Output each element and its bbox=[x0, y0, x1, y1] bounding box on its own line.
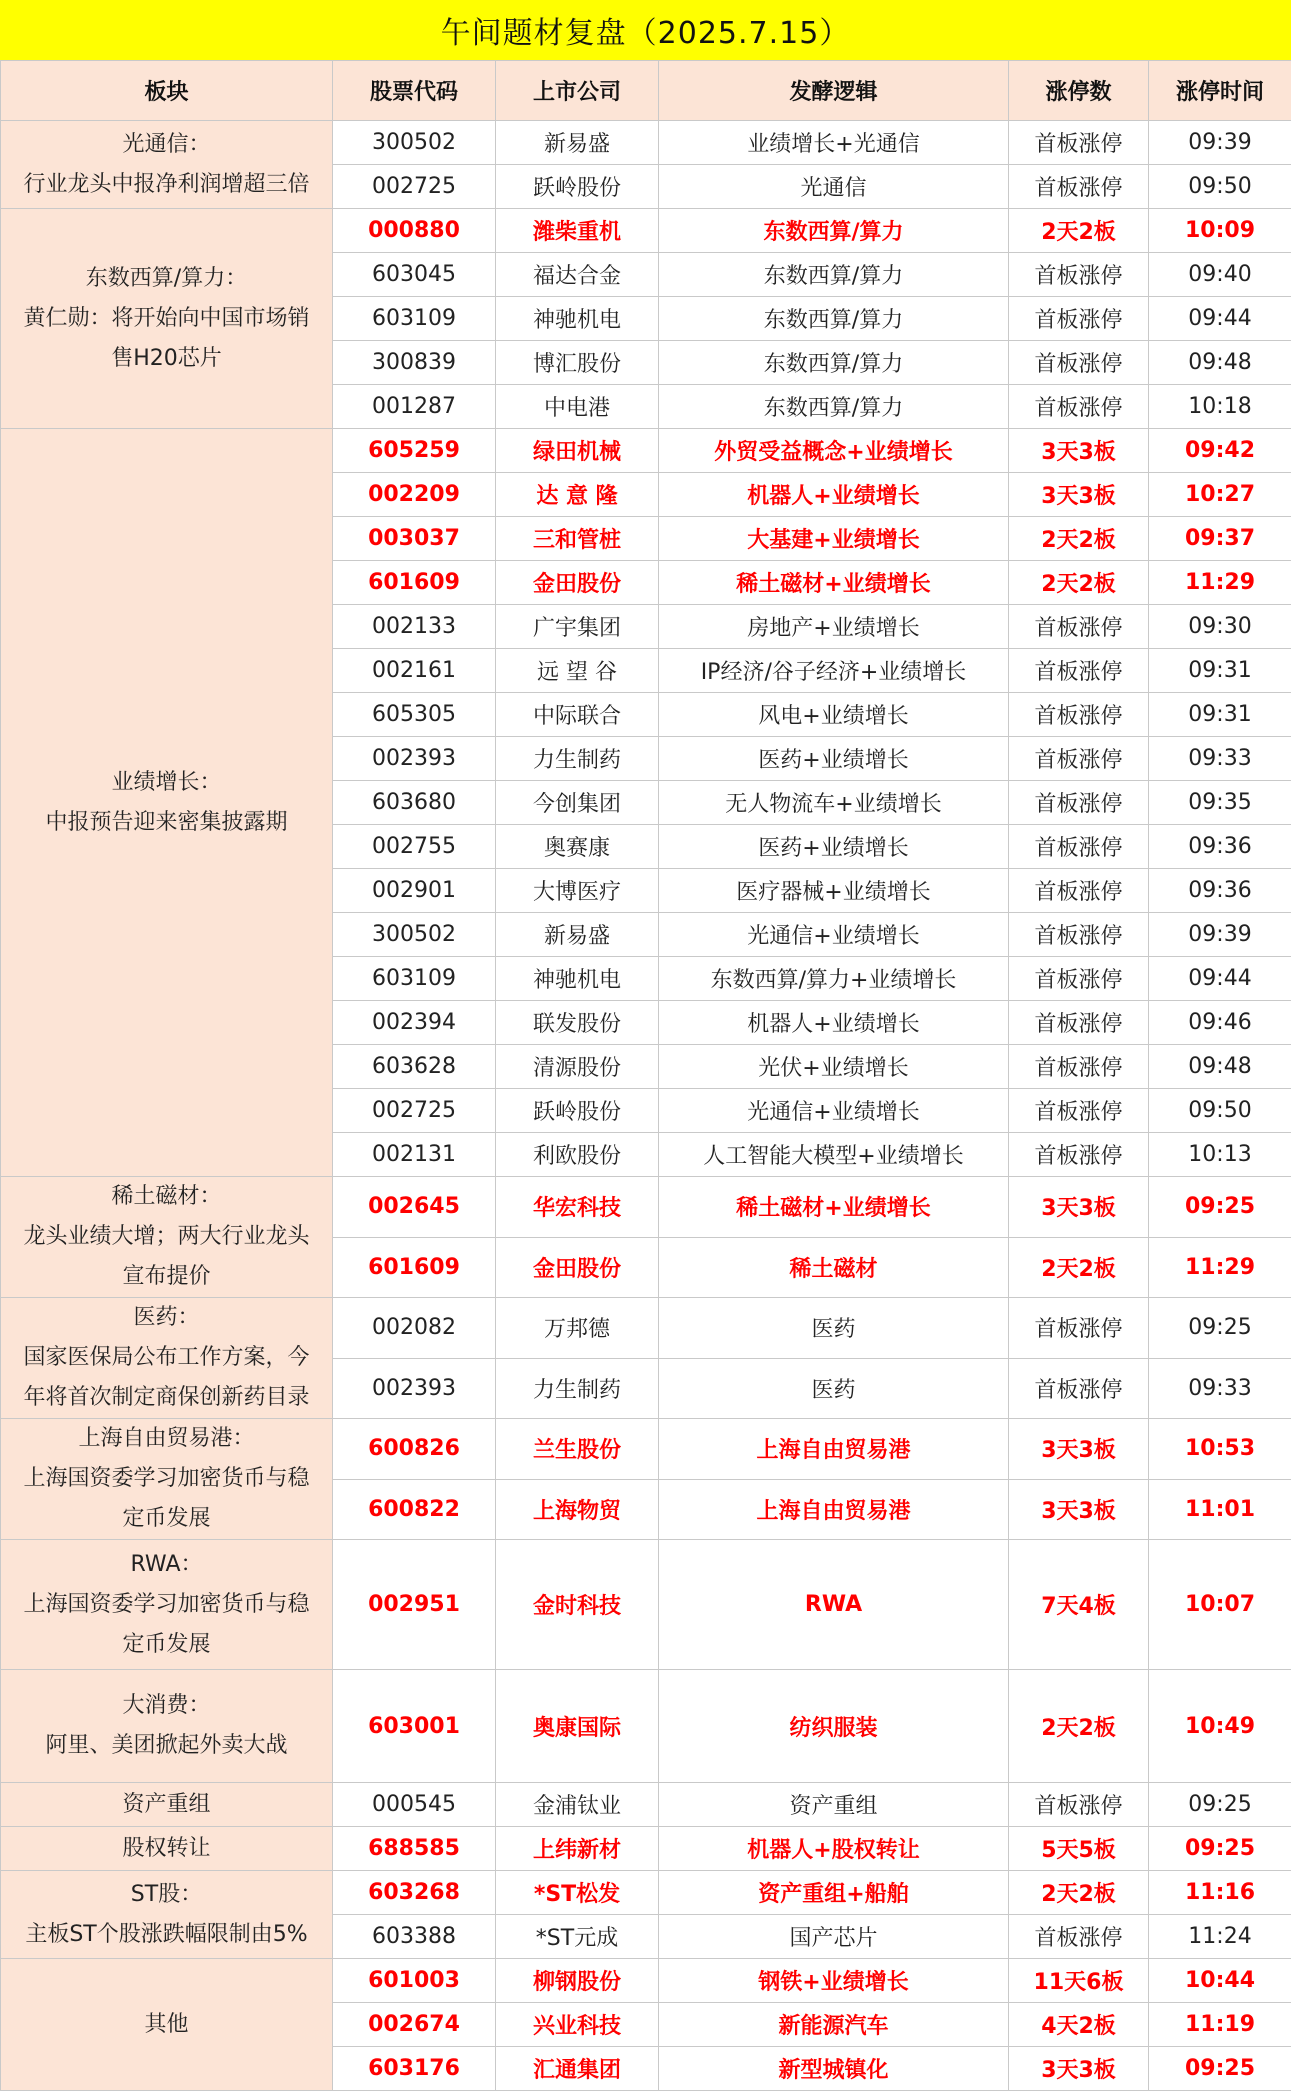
code-cell: 003037 bbox=[333, 517, 496, 561]
company-cell: 上海物贸 bbox=[496, 1479, 659, 1540]
time-cell: 09:46 bbox=[1149, 1001, 1291, 1045]
time-cell: 10:18 bbox=[1149, 385, 1291, 429]
code-cell: 002209 bbox=[333, 473, 496, 517]
sector-cell bbox=[1, 1827, 333, 1871]
code-cell: 300502 bbox=[333, 121, 496, 165]
logic-cell: 东数西算/算力+业绩增长 bbox=[659, 957, 1009, 1001]
logic-cell: 光通信+业绩增长 bbox=[659, 913, 1009, 957]
code-cell: 603001 bbox=[333, 1670, 496, 1783]
company-cell: 上纬新材 bbox=[496, 1827, 659, 1871]
table-row bbox=[1, 1298, 1291, 1359]
time-cell: 10:07 bbox=[1149, 1540, 1291, 1670]
sector-text-line: 股权转让 bbox=[1, 1829, 332, 1869]
count-cell: 首板涨停 bbox=[1009, 341, 1149, 385]
sector-text-line: 中报预告迎来密集披露期 bbox=[1, 803, 332, 843]
sector-text-line: 上海自由贸易港： bbox=[1, 1419, 332, 1459]
code-cell: 603045 bbox=[333, 253, 496, 297]
time-cell: 09:39 bbox=[1149, 913, 1291, 957]
sector-text-line: ST股： bbox=[1, 1875, 332, 1915]
company-cell: 力生制药 bbox=[496, 1358, 659, 1419]
time-cell: 09:48 bbox=[1149, 1045, 1291, 1089]
sector-text-line: 大消费： bbox=[1, 1686, 332, 1726]
code-cell: 601609 bbox=[333, 1237, 496, 1298]
code-cell: 601003 bbox=[333, 1959, 496, 2003]
time-cell: 09:36 bbox=[1149, 869, 1291, 913]
time-cell: 09:40 bbox=[1149, 253, 1291, 297]
company-cell: 神驰机电 bbox=[496, 957, 659, 1001]
company-cell: 金田股份 bbox=[496, 561, 659, 605]
company-cell: 三和管桩 bbox=[496, 517, 659, 561]
sector-text-line: 主板ST个股涨跌幅限制由5% bbox=[1, 1915, 332, 1955]
logic-cell: 稀土磁材+业绩增长 bbox=[659, 1177, 1009, 1238]
table-row bbox=[1, 1540, 1291, 1670]
table-row bbox=[1, 1177, 1291, 1238]
sector-cell bbox=[1, 1783, 333, 1827]
count-cell: 首板涨停 bbox=[1009, 1089, 1149, 1133]
logic-cell: 稀土磁材 bbox=[659, 1237, 1009, 1298]
code-cell: 002133 bbox=[333, 605, 496, 649]
table-row bbox=[1, 1783, 1291, 1827]
count-cell: 3天3板 bbox=[1009, 1177, 1149, 1238]
company-cell: 华宏科技 bbox=[496, 1177, 659, 1238]
company-cell: 大博医疗 bbox=[496, 869, 659, 913]
sector-cell bbox=[1, 1540, 333, 1670]
sector-text-line: 业绩增长： bbox=[1, 763, 332, 803]
table-row bbox=[1, 1827, 1291, 1871]
company-cell: 柳钢股份 bbox=[496, 1959, 659, 2003]
sector-text-line: 其他 bbox=[1, 2005, 332, 2045]
logic-cell: 纺织服装 bbox=[659, 1670, 1009, 1783]
time-cell: 10:53 bbox=[1149, 1419, 1291, 1480]
time-cell: 09:30 bbox=[1149, 605, 1291, 649]
logic-cell: 东数西算/算力 bbox=[659, 385, 1009, 429]
sector-text-line: 稀土磁材： bbox=[1, 1177, 332, 1217]
logic-cell: 机器人+业绩增长 bbox=[659, 473, 1009, 517]
time-cell: 09:37 bbox=[1149, 517, 1291, 561]
sector-text-line: 资产重组 bbox=[1, 1785, 332, 1825]
logic-cell: 钢铁+业绩增长 bbox=[659, 1959, 1009, 2003]
logic-cell: 资产重组+船舶 bbox=[659, 1871, 1009, 1915]
company-cell: 新易盛 bbox=[496, 121, 659, 165]
company-cell: 中际联合 bbox=[496, 693, 659, 737]
header-count: 涨停数 bbox=[1009, 61, 1149, 121]
sector-text-line: 上海国资委学习加密货币与稳 bbox=[1, 1459, 332, 1499]
code-cell: 600826 bbox=[333, 1419, 496, 1480]
time-cell: 10:09 bbox=[1149, 209, 1291, 253]
company-cell: 奥赛康 bbox=[496, 825, 659, 869]
code-cell: 002725 bbox=[333, 165, 496, 209]
logic-cell: 稀土磁材+业绩增长 bbox=[659, 561, 1009, 605]
count-cell: 首板涨停 bbox=[1009, 1915, 1149, 1959]
sector-text-line: 上海国资委学习加密货币与稳 bbox=[1, 1585, 332, 1625]
table-body bbox=[1, 121, 1291, 2091]
count-cell: 4天2板 bbox=[1009, 2003, 1149, 2047]
count-cell: 3天3板 bbox=[1009, 1479, 1149, 1540]
sector-text-line: 行业龙头中报净利润增超三倍 bbox=[1, 165, 332, 205]
count-cell: 2天2板 bbox=[1009, 517, 1149, 561]
code-cell: 002131 bbox=[333, 1133, 496, 1177]
code-cell: 600822 bbox=[333, 1479, 496, 1540]
time-cell: 11:29 bbox=[1149, 1237, 1291, 1298]
time-cell: 10:13 bbox=[1149, 1133, 1291, 1177]
company-cell: 中电港 bbox=[496, 385, 659, 429]
code-cell: 002755 bbox=[333, 825, 496, 869]
logic-cell: 机器人+股权转让 bbox=[659, 1827, 1009, 1871]
count-cell: 首板涨停 bbox=[1009, 1783, 1149, 1827]
company-cell: 博汇股份 bbox=[496, 341, 659, 385]
company-cell: 力生制药 bbox=[496, 737, 659, 781]
company-cell: 远 望 谷 bbox=[496, 649, 659, 693]
count-cell: 首板涨停 bbox=[1009, 957, 1149, 1001]
count-cell: 首板涨停 bbox=[1009, 605, 1149, 649]
company-cell: 跃岭股份 bbox=[496, 1089, 659, 1133]
logic-cell: 机器人+业绩增长 bbox=[659, 1001, 1009, 1045]
time-cell: 09:35 bbox=[1149, 781, 1291, 825]
table-row bbox=[1, 209, 1291, 253]
logic-cell: 无人物流车+业绩增长 bbox=[659, 781, 1009, 825]
sector-text-line: 售H20芯片 bbox=[1, 339, 332, 379]
code-cell: 000880 bbox=[333, 209, 496, 253]
count-cell: 首板涨停 bbox=[1009, 297, 1149, 341]
code-cell: 002674 bbox=[333, 2003, 496, 2047]
code-cell: 002082 bbox=[333, 1298, 496, 1359]
table-row bbox=[1, 1871, 1291, 1915]
logic-cell: 风电+业绩增长 bbox=[659, 693, 1009, 737]
table-header-row bbox=[1, 61, 1291, 121]
logic-cell: 国产芯片 bbox=[659, 1915, 1009, 1959]
logic-cell: RWA bbox=[659, 1540, 1009, 1670]
count-cell: 11天6板 bbox=[1009, 1959, 1149, 2003]
code-cell: 000545 bbox=[333, 1783, 496, 1827]
count-cell: 5天5板 bbox=[1009, 1827, 1149, 1871]
count-cell: 首板涨停 bbox=[1009, 1001, 1149, 1045]
logic-cell: 上海自由贸易港 bbox=[659, 1419, 1009, 1480]
logic-cell: 光通信 bbox=[659, 165, 1009, 209]
logic-cell: 光通信+业绩增长 bbox=[659, 1089, 1009, 1133]
count-cell: 首板涨停 bbox=[1009, 165, 1149, 209]
header-time: 涨停时间 bbox=[1149, 61, 1291, 121]
count-cell: 3天3板 bbox=[1009, 429, 1149, 473]
logic-cell: 东数西算/算力 bbox=[659, 209, 1009, 253]
code-cell: 605305 bbox=[333, 693, 496, 737]
sector-cell bbox=[1, 1298, 333, 1419]
company-cell: 广宇集团 bbox=[496, 605, 659, 649]
company-cell: 新易盛 bbox=[496, 913, 659, 957]
code-cell: 601609 bbox=[333, 561, 496, 605]
sector-text-line: 医药： bbox=[1, 1298, 332, 1338]
time-cell: 11:16 bbox=[1149, 1871, 1291, 1915]
company-cell: 金时科技 bbox=[496, 1540, 659, 1670]
sector-text-line: 国家医保局公布工作方案，今 bbox=[1, 1338, 332, 1378]
time-cell: 09:33 bbox=[1149, 1358, 1291, 1419]
code-cell: 002161 bbox=[333, 649, 496, 693]
count-cell: 2天2板 bbox=[1009, 1237, 1149, 1298]
time-cell: 09:25 bbox=[1149, 1298, 1291, 1359]
company-cell: 利欧股份 bbox=[496, 1133, 659, 1177]
count-cell: 首板涨停 bbox=[1009, 781, 1149, 825]
sector-cell bbox=[1, 1959, 333, 2091]
sector-cell bbox=[1, 121, 333, 209]
header-logic: 发酵逻辑 bbox=[659, 61, 1009, 121]
table-row bbox=[1, 121, 1291, 165]
logic-cell: 东数西算/算力 bbox=[659, 253, 1009, 297]
code-cell: 002951 bbox=[333, 1540, 496, 1670]
logic-cell: 房地产+业绩增长 bbox=[659, 605, 1009, 649]
count-cell: 3天3板 bbox=[1009, 473, 1149, 517]
sector-text-line: 阿里、美团掀起外卖大战 bbox=[1, 1726, 332, 1766]
logic-cell: 光伏+业绩增长 bbox=[659, 1045, 1009, 1089]
sector-text-line: 宣布提价 bbox=[1, 1257, 332, 1297]
sector-cell bbox=[1, 209, 333, 429]
count-cell: 首板涨停 bbox=[1009, 737, 1149, 781]
sector-cell bbox=[1, 429, 333, 1177]
logic-cell: 医药 bbox=[659, 1358, 1009, 1419]
time-cell: 09:25 bbox=[1149, 1177, 1291, 1238]
sector-text-line: 黄仁勋：将开始向中国市场销 bbox=[1, 299, 332, 339]
header-code: 股票代码 bbox=[333, 61, 496, 121]
sector-text-line: 年将首次制定商保创新药目录 bbox=[1, 1378, 332, 1418]
logic-cell: 业绩增长+光通信 bbox=[659, 121, 1009, 165]
time-cell: 09:44 bbox=[1149, 297, 1291, 341]
logic-cell: 东数西算/算力 bbox=[659, 341, 1009, 385]
logic-cell: 医药+业绩增长 bbox=[659, 737, 1009, 781]
table-row bbox=[1, 1670, 1291, 1783]
header-company: 上市公司 bbox=[496, 61, 659, 121]
company-cell: 金浦钛业 bbox=[496, 1783, 659, 1827]
page-title: 午间题材复盘（2025.7.15） bbox=[0, 0, 1291, 61]
time-cell: 09:50 bbox=[1149, 1089, 1291, 1133]
company-cell: 今创集团 bbox=[496, 781, 659, 825]
code-cell: 603109 bbox=[333, 957, 496, 1001]
company-cell: 清源股份 bbox=[496, 1045, 659, 1089]
time-cell: 11:01 bbox=[1149, 1479, 1291, 1540]
code-cell: 002901 bbox=[333, 869, 496, 913]
sector-cell bbox=[1, 1419, 333, 1540]
code-cell: 002393 bbox=[333, 737, 496, 781]
logic-cell: IP经济/谷子经济+业绩增长 bbox=[659, 649, 1009, 693]
code-cell: 603388 bbox=[333, 1915, 496, 1959]
count-cell: 3天3板 bbox=[1009, 2047, 1149, 2091]
count-cell: 首板涨停 bbox=[1009, 913, 1149, 957]
time-cell: 09:50 bbox=[1149, 165, 1291, 209]
count-cell: 2天2板 bbox=[1009, 561, 1149, 605]
code-cell: 603109 bbox=[333, 297, 496, 341]
logic-cell: 医药+业绩增长 bbox=[659, 825, 1009, 869]
sector-cell bbox=[1, 1177, 333, 1298]
table-row bbox=[1, 1959, 1291, 2003]
company-cell: 奥康国际 bbox=[496, 1670, 659, 1783]
company-cell: *ST松发 bbox=[496, 1871, 659, 1915]
company-cell: 神驰机电 bbox=[496, 297, 659, 341]
count-cell: 首板涨停 bbox=[1009, 825, 1149, 869]
count-cell: 首板涨停 bbox=[1009, 1045, 1149, 1089]
sector-text-line: RWA： bbox=[1, 1545, 332, 1585]
logic-cell: 新能源汽车 bbox=[659, 2003, 1009, 2047]
count-cell: 首板涨停 bbox=[1009, 121, 1149, 165]
company-cell: 潍柴重机 bbox=[496, 209, 659, 253]
sector-text-line: 光通信： bbox=[1, 125, 332, 165]
company-cell: 万邦德 bbox=[496, 1298, 659, 1359]
code-cell: 002393 bbox=[333, 1358, 496, 1419]
time-cell: 09:44 bbox=[1149, 957, 1291, 1001]
time-cell: 09:31 bbox=[1149, 693, 1291, 737]
header-sector: 板块 bbox=[1, 61, 333, 121]
count-cell: 2天2板 bbox=[1009, 1670, 1149, 1783]
company-cell: 跃岭股份 bbox=[496, 165, 659, 209]
count-cell: 首板涨停 bbox=[1009, 649, 1149, 693]
company-cell: 汇通集团 bbox=[496, 2047, 659, 2091]
company-cell: 兰生股份 bbox=[496, 1419, 659, 1480]
sector-cell bbox=[1, 1670, 333, 1783]
logic-cell: 资产重组 bbox=[659, 1783, 1009, 1827]
logic-cell: 新型城镇化 bbox=[659, 2047, 1009, 2091]
time-cell: 09:36 bbox=[1149, 825, 1291, 869]
count-cell: 首板涨停 bbox=[1009, 1358, 1149, 1419]
count-cell: 首板涨停 bbox=[1009, 693, 1149, 737]
logic-cell: 医药 bbox=[659, 1298, 1009, 1359]
time-cell: 09:31 bbox=[1149, 649, 1291, 693]
logic-cell: 医疗器械+业绩增长 bbox=[659, 869, 1009, 913]
company-cell: 福达合金 bbox=[496, 253, 659, 297]
code-cell: 605259 bbox=[333, 429, 496, 473]
time-cell: 10:44 bbox=[1149, 1959, 1291, 2003]
table-row bbox=[1, 1419, 1291, 1480]
count-cell: 首板涨停 bbox=[1009, 385, 1149, 429]
sector-cell bbox=[1, 1871, 333, 1959]
code-cell: 300839 bbox=[333, 341, 496, 385]
time-cell: 09:48 bbox=[1149, 341, 1291, 385]
logic-cell: 东数西算/算力 bbox=[659, 297, 1009, 341]
table-row bbox=[1, 429, 1291, 473]
company-cell: 绿田机械 bbox=[496, 429, 659, 473]
logic-cell: 外贸受益概念+业绩增长 bbox=[659, 429, 1009, 473]
code-cell: 603268 bbox=[333, 1871, 496, 1915]
company-cell: 金田股份 bbox=[496, 1237, 659, 1298]
count-cell: 首板涨停 bbox=[1009, 253, 1149, 297]
sector-text-line: 定币发展 bbox=[1, 1499, 332, 1539]
code-cell: 603680 bbox=[333, 781, 496, 825]
time-cell: 10:49 bbox=[1149, 1670, 1291, 1783]
count-cell: 首板涨停 bbox=[1009, 869, 1149, 913]
time-cell: 09:25 bbox=[1149, 1783, 1291, 1827]
time-cell: 09:25 bbox=[1149, 2047, 1291, 2091]
count-cell: 2天2板 bbox=[1009, 209, 1149, 253]
time-cell: 10:27 bbox=[1149, 473, 1291, 517]
time-cell: 11:24 bbox=[1149, 1915, 1291, 1959]
time-cell: 09:42 bbox=[1149, 429, 1291, 473]
time-cell: 11:19 bbox=[1149, 2003, 1291, 2047]
time-cell: 11:29 bbox=[1149, 561, 1291, 605]
time-cell: 09:25 bbox=[1149, 1827, 1291, 1871]
count-cell: 首板涨停 bbox=[1009, 1133, 1149, 1177]
logic-cell: 上海自由贸易港 bbox=[659, 1479, 1009, 1540]
company-cell: 兴业科技 bbox=[496, 2003, 659, 2047]
code-cell: 002725 bbox=[333, 1089, 496, 1133]
sector-text-line: 东数西算/算力： bbox=[1, 259, 332, 299]
limit-up-table bbox=[0, 60, 1291, 2091]
code-cell: 002645 bbox=[333, 1177, 496, 1238]
company-cell: 达 意 隆 bbox=[496, 473, 659, 517]
code-cell: 300502 bbox=[333, 913, 496, 957]
logic-cell: 人工智能大模型+业绩增长 bbox=[659, 1133, 1009, 1177]
code-cell: 688585 bbox=[333, 1827, 496, 1871]
count-cell: 2天2板 bbox=[1009, 1871, 1149, 1915]
code-cell: 603176 bbox=[333, 2047, 496, 2091]
count-cell: 首板涨停 bbox=[1009, 1298, 1149, 1359]
time-cell: 09:33 bbox=[1149, 737, 1291, 781]
code-cell: 001287 bbox=[333, 385, 496, 429]
company-cell: *ST元成 bbox=[496, 1915, 659, 1959]
count-cell: 7天4板 bbox=[1009, 1540, 1149, 1670]
company-cell: 联发股份 bbox=[496, 1001, 659, 1045]
sector-text-line: 定币发展 bbox=[1, 1625, 332, 1665]
logic-cell: 大基建+业绩增长 bbox=[659, 517, 1009, 561]
code-cell: 603628 bbox=[333, 1045, 496, 1089]
sector-text-line: 龙头业绩大增；两大行业龙头 bbox=[1, 1217, 332, 1257]
code-cell: 002394 bbox=[333, 1001, 496, 1045]
count-cell: 3天3板 bbox=[1009, 1419, 1149, 1480]
time-cell: 09:39 bbox=[1149, 121, 1291, 165]
